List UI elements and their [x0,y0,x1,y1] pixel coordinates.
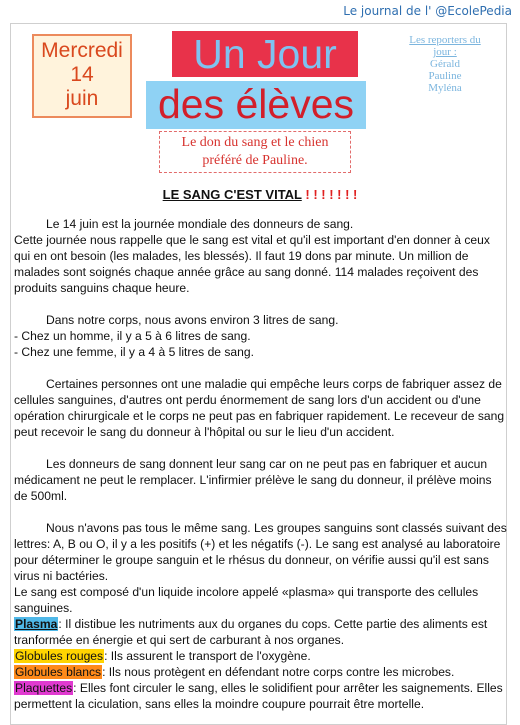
subtitle-line-1: Le don du sang et le chien [181,135,329,150]
paragraph-3-text: Certaines personnes ont une maladie qui empêche leurs corps de fabriquer assez de cellules sanguines, d'autres ont perdu énormement de sang lors d'un accident ou d'une opération chirurgicale et le corps ne peut pas en fabriquer rapidement. Le receveur de sang peut recevoir le sang du donneur à l'hôpital ou sur le lieu d'un accident. [14,377,505,439]
date-month: juin [65,87,99,110]
paragraph-1 [14,216,508,296]
paragraph-3 [14,376,508,440]
blood-component-white-cells [14,664,508,680]
reporter-name: Myléna [428,82,462,94]
title-line-1: Un Jour [172,31,358,77]
article-body [14,216,508,712]
date-weekday: Mercredi [41,39,123,62]
definition-plaquettes: : Elles font circuler le sang, elles le solidifient pour arrêter les saignements. Elles permettent la ciculation, sans elles la moindre coupure pourrait être mortelle. [14,681,503,711]
reporter-name: Pauline [428,70,462,82]
paragraph-2-woman: - Chez une femme, il y a 4 à 5 litres de sang. [14,345,254,359]
subtitle-line-2: préféré de Pauline. [202,153,308,168]
term-globules-rouges: Globules rouges [15,649,104,663]
title-line-2: des élèves [146,81,366,129]
blood-component-plasma [14,616,508,648]
blood-component-red-cells [14,648,508,664]
article-heading-text: LE SANG C'EST VITAL [162,187,302,202]
paragraph-1-lead: Le 14 juin est la journée mondiale des donneurs de sang. [46,217,354,231]
journal-source: Le journal de l' @EcolePedia [343,4,512,18]
paragraph-5-text: Nous n'avons pas tous le même sang. Les groupes sanguins sont classés suivant des lettres: A, B ou O, il y a les positifs (+) et les négatifs (-). Le sang est analysé au laboratoire pour déterminer le groupe sanguin et le rhésus du donneur, on vérifie aussi qu'il est sans virus ni bactéries. [14,521,507,583]
paragraph-4-text: Les donneurs de sang donnent leur sang car on ne peut pas en fabriquer et aucun médicament ne peut le remplacer. L'infirmier prélève le sang du donneur, il prélève moins de 500ml. [14,457,492,503]
term-plasma: Plasma [15,617,58,631]
date-day: 14 [70,63,94,86]
paragraph-5-composition: Le sang est composé d'un liquide incolore appelé «plasma» qui transporte des cellules sanguines. [14,585,479,615]
paragraph-2-man: - Chez un homme, il y a 5 à 6 litres de sang. [14,329,251,343]
reporters-label: Les reporters du jour : [409,34,481,58]
paragraph-4 [14,456,508,504]
reporters-box [400,34,490,94]
paragraph-2-lead: Dans notre corps, nous avons environ 3 litres de sang. [46,313,339,327]
definition-globules-rouges: : Ils assurent le transport de l'oxygène. [104,649,311,663]
article-heading [0,187,520,202]
reporter-name: Gérald [430,58,460,70]
blood-component-platelets [14,680,508,712]
definition-plasma: : Il distibue les nutriments aux du organes du cops. Cette partie des aliments est tranformée en énergie et qui sert de carburant à nos organes. [14,617,488,647]
paragraph-2 [14,312,508,360]
term-plaquettes: Plaquettes [15,681,73,695]
paragraph-1-text: Cette journée nous rappelle que le sang est vital et qu'il est important d'en donner à ceux qui en ont besoin (les malades, les blessés). Il faut 19 dons par minute. Un million de malades sont soignés chaque année grâce au sang donné. 114 malades reçoivent des produits sanguins chaque heure. [14,233,490,295]
term-globules-blancs: Globules blancs [15,665,102,679]
subtitle-box [159,131,351,173]
definition-globules-blancs: : Ils nous protègent en défendant notre corps contre les microbes. [102,665,455,679]
date-box [32,34,132,118]
paragraph-5 [14,520,508,712]
article-heading-exclamations: ! ! ! ! ! ! ! [301,187,358,202]
